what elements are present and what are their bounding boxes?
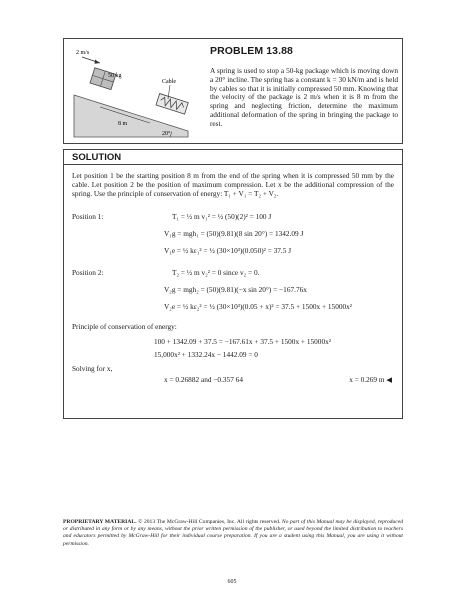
spring-icon [156,94,188,115]
position2-label: Position 2: [72,268,104,277]
problem-statement: A spring is used to stop a 50-kg package which is moving down a 20° incline. The spring has a constant k = 30 kN/m and is held by cables so that it is initially compressed 50 mm. Knowing that the velocity of the package is 2 m/s when it is 8 m from the spring and neglecting friction, determine the maximum additional deformation of the spring in bringing the package to rest. [210,66,398,128]
copyright-footer [63,519,403,548]
principle-label: Principle of conservation of energy: [72,322,177,331]
solution-title: SOLUTION [72,152,122,163]
angle-label: 20° [162,131,171,137]
solving-label: Solving for x, [72,364,113,373]
solution-box [63,149,403,419]
footer-notice: No part of this Manual may be displayed, reproduced or distributed in any form or by any means, without the prior written permission of the publisher, or used beyond the limited distribution to teachers and educators permitted by McGraw-Hill for their individual course preparation. If you are a student using this Manual, you are using it without permission. [63,519,403,547]
page-number: 605 [227,579,237,585]
conservation-equation: 100 + 1342.09 + 37.5 = −167.61x + 37.5 + 1500x + 15000x² [154,337,331,346]
distance-label: 8 m [118,121,128,127]
cable-label: Cable [162,79,176,85]
solution-header [64,150,402,165]
position2-gravity-potential: V₂g = mgh₂ = (50)(9.81)(−x sin 20°) = −167.76x [164,285,307,294]
position2-kinetic-energy: T₂ = ½ m v₂² = 0 since v₂ = 0. [172,268,260,277]
problem-title: PROBLEM 13.88 [210,45,293,57]
position1-kinetic-energy: T₁ = ½ m v₁² = ½ (50)(2)² = 100 J [172,212,272,221]
solution-intro: Let position 1 be the starting position 8 m from the end of the spring when it is compressed 50 mm by the cable. Let position 2 be the position of maximum compression. Let x be the additional compression of the spring. Use the principle of conservation of energy: T₁ + V₁ = T₂ + V₂. [72,171,394,198]
problem-box [63,38,403,144]
position1-label: Position 1: [72,212,104,221]
position1-gravity-potential: V₁g = mgh₁ = (50)(9.81)(8 sin 20°) = 1342.09 J [164,229,304,238]
final-answer: x = 0.269 m ◀ [349,375,392,384]
speed-label: 2 m/s [76,50,90,56]
footer-copyright: © 2013 The McGraw-Hill Companies, Inc. All rights reserved. [136,519,282,525]
position1-elastic-potential: V₁e = ½ kε₁² = ½ (30×10³)(0.050)² = 37.5 J [164,246,292,255]
quadratic-equation: 15,000x² + 1332.24x − 1442.09 = 0 [154,350,258,359]
incline-figure [70,43,200,141]
position2-elastic-potential: V₂e = ½ kε₂² = ½ (30×10³)(0.05 + x)² = 37.5 + 1500x + 15000x² [164,302,352,311]
footer-proprietary: PROPRIETARY MATERIAL. [63,519,137,525]
mass-label: 50 kg [108,73,122,79]
quadratic-roots: x = 0.26882 and −0.357 64 [164,375,243,384]
